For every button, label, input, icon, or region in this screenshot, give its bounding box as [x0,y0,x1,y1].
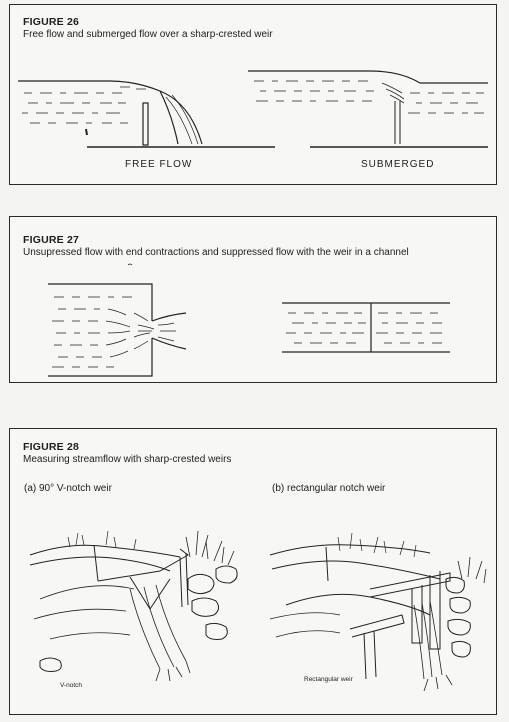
v-notch-label: V-notch [60,682,83,689]
rectangular-weir-label: Rectangular weir [304,676,353,683]
submerged-label: SUBMERGED [361,159,435,170]
figure-26-caption: Free flow and submerged flow over a sharp-crested weir [23,29,273,40]
figure-28-title: FIGURE 28 [23,441,80,453]
subfigure-a-label: (a) 90° V-notch weir [24,483,112,494]
subfigure-b-label: (b) rectangular notch weir [272,483,386,494]
figure-27-panel [9,216,497,383]
figure-28-panel [9,428,497,715]
figure-26-panel [9,4,497,185]
figure-27-title: FIGURE 27 [23,234,80,246]
figure-28-caption: Measuring streamflow with sharp-crested weirs [23,454,232,465]
weir-field-sketches [10,429,498,716]
contracted-and-suppressed-flow-drawing [10,217,498,384]
free-flow-label: FREE FLOW [125,159,193,170]
figure-26-title: FIGURE 26 [23,16,80,28]
figure-27-caption: Unsupressed flow with end contractions and suppressed flow with the weir in a channel [23,247,409,258]
